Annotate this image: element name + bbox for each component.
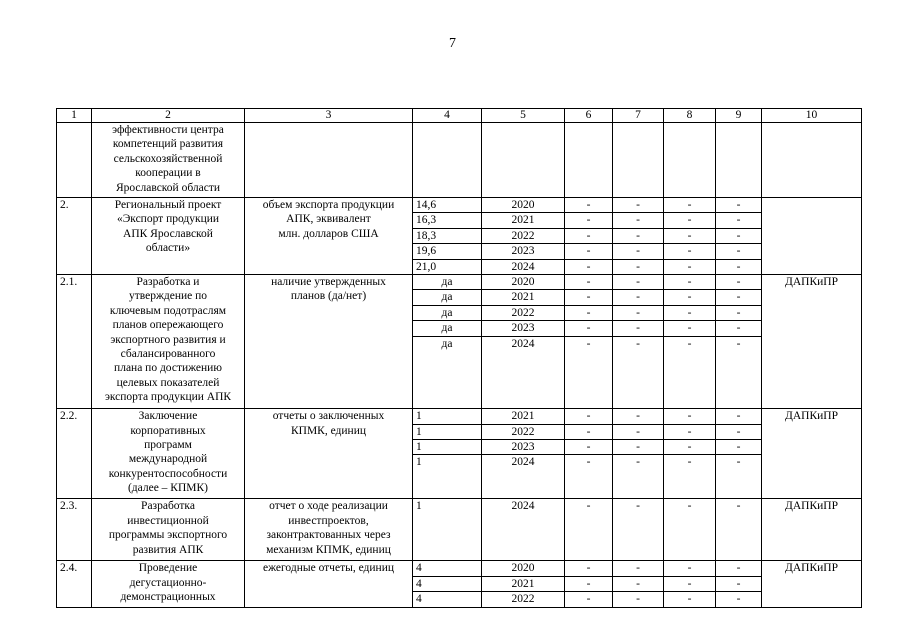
value-cell: да [413,275,482,290]
dash-cell: - [613,228,664,243]
table-row [57,123,862,198]
value-cell: 18,3 [413,228,482,243]
executor-cell: ДАПКиПР [762,409,862,499]
empty-cell [482,123,565,198]
indicator-cell-line: наличие утвержденных [271,276,386,289]
dash-cell: - [613,409,664,424]
event-name-cell [92,561,245,607]
dash-cell: - [664,290,716,305]
dash-cell: - [664,321,716,337]
page-number: 7 [449,36,456,51]
header-cell: 3 [245,109,413,123]
indicator-cell [245,499,413,561]
event-name-cell-line: Разработка и [136,276,200,289]
value-cell: да [413,305,482,320]
event-name-cell-line: эффективности центра [112,124,224,136]
year-cell: 2022 [482,228,565,243]
dash-cell: - [716,561,762,576]
dash-cell: - [716,228,762,243]
value-cell: 21,0 [413,259,482,274]
indicator-cell-line: млн. долларов США [278,227,379,240]
dash-cell: - [716,198,762,213]
event-name-cell-line: развития АПК [132,543,204,556]
event-name-cell-line: плана по достижению [114,362,222,375]
dash-cell: - [613,275,664,290]
dash-cell: - [716,305,762,320]
value-cell: да [413,337,482,409]
dash-cell: - [565,213,613,228]
dash-cell: - [664,576,716,591]
dash-cell: - [664,244,716,259]
event-name-cell-line: целевых показателей [116,376,220,389]
table-row [57,561,862,576]
header-cell: 7 [613,109,664,123]
value-cell: да [413,321,482,337]
dash-cell: - [716,244,762,259]
value-cell: 4 [413,561,482,576]
event-name-cell-line: демонстрационных [120,591,216,604]
event-name-cell [92,198,245,275]
dash-cell: - [613,213,664,228]
year-cell: 2021 [482,409,565,424]
dash-cell: - [664,305,716,320]
executor-cell: ДАПКиПР [762,499,862,561]
dash-cell: - [664,275,716,290]
dash-cell: - [565,409,613,424]
dash-cell: - [565,275,613,290]
header-cell: 10 [762,109,862,123]
dash-cell: - [664,561,716,576]
dash-cell: - [716,321,762,337]
table-row [57,275,862,290]
event-name-cell-line: сбалансированного [120,348,216,361]
event-name-cell [92,499,245,561]
dash-cell: - [716,592,762,607]
dash-cell: - [716,290,762,305]
dash-cell: - [664,228,716,243]
year-cell: 2022 [482,424,565,439]
indicator-cell-line: отчеты о заключенных [272,410,385,423]
empty-cell [613,123,664,198]
header-cell: 1 [57,109,92,123]
dash-cell: - [565,259,613,274]
dash-cell: - [613,592,664,607]
dash-cell: - [613,321,664,337]
year-cell: 2024 [482,259,565,274]
dash-cell: - [565,576,613,591]
year-cell: 2024 [482,337,565,409]
dash-cell: - [716,337,762,409]
year-cell: 2021 [482,576,565,591]
dash-cell: - [716,275,762,290]
event-name-cell-line: сельскохозяйственной [113,152,223,165]
dash-cell: - [664,337,716,409]
value-cell: 1 [413,455,482,499]
dash-cell: - [664,409,716,424]
event-name-cell-line: Проведение [138,562,198,575]
event-name-cell-line: конкурентоспособности [108,467,228,480]
indicator-cell-line: законтрактованных через [266,529,391,542]
header-cell: 2 [92,109,245,123]
header-row [57,109,862,123]
dash-cell: - [613,198,664,213]
year-cell: 2021 [482,213,565,228]
indicator-cell-line: механизм КПМК, единиц [266,543,391,556]
row-number-cell: 2.3. [57,499,92,561]
table-row [57,409,862,424]
dash-cell: - [664,198,716,213]
dash-cell: - [613,259,664,274]
year-cell: 2024 [482,499,565,561]
event-name-cell [92,123,245,198]
value-cell: 1 [413,409,482,424]
dash-cell: - [664,440,716,455]
header-cell: 5 [482,109,565,123]
event-name-cell-line: ключевым подотраслям [109,304,227,317]
year-cell: 2023 [482,244,565,259]
year-cell: 2023 [482,440,565,455]
event-name-cell-line: экспорта продукции АПК [104,391,232,404]
row-number-cell: 2.4. [57,561,92,607]
dash-cell: - [664,592,716,607]
dash-cell: - [716,424,762,439]
event-name-cell-line: (далее – КПМК) [127,482,209,495]
empty-cell [664,123,716,198]
dash-cell: - [716,409,762,424]
dash-cell: - [565,228,613,243]
dash-cell: - [664,213,716,228]
event-name-cell-line: Разработка [141,500,195,513]
event-name-cell-line: корпоративных [130,424,206,437]
program-table [56,108,862,608]
event-name-cell [92,275,245,409]
indicator-cell-line: объем экспорта продукции [262,199,395,211]
event-name-cell-line: программы экспортного [108,529,228,542]
event-name-cell-line: инвестиционной [127,514,209,527]
dash-cell: - [565,290,613,305]
value-cell: 4 [413,576,482,591]
dash-cell: - [565,321,613,337]
dash-cell: - [716,499,762,561]
dash-cell: - [565,499,613,561]
value-cell: 1 [413,440,482,455]
header-cell: 4 [413,109,482,123]
indicator-cell-line: АПК, эквивалент [286,213,371,226]
dash-cell: - [613,424,664,439]
year-cell: 2023 [482,321,565,337]
dash-cell: - [716,576,762,591]
row-number-cell: 2.1. [57,275,92,409]
event-name-cell-line: утверждение по [128,290,208,303]
event-name-cell-line: Заключение [138,410,198,423]
dash-cell: - [565,198,613,213]
executor-cell [762,198,862,275]
year-cell: 2022 [482,592,565,607]
executor-cell: ДАПКиПР [762,561,862,607]
empty-cell [413,123,482,198]
indicator-cell-line: ежегодные отчеты, единиц [263,562,394,575]
indicator-cell [245,561,413,607]
year-cell: 2021 [482,290,565,305]
year-cell: 2020 [482,561,565,576]
empty-cell [716,123,762,198]
empty-cell [565,123,613,198]
dash-cell: - [613,561,664,576]
empty-cell [245,123,413,198]
value-cell: 4 [413,592,482,607]
empty-cell [762,123,862,198]
event-name-cell-line: Ярославской области [115,181,221,194]
dash-cell: - [565,592,613,607]
indicator-cell-line: КПМК, единиц [290,424,367,437]
table-row [57,499,862,561]
dash-cell: - [565,305,613,320]
dash-cell: - [565,337,613,409]
event-name-cell-line: Региональный проект [114,199,222,211]
header-cell: 9 [716,109,762,123]
dash-cell: - [613,455,664,499]
dash-cell: - [664,424,716,439]
value-cell: 16,3 [413,213,482,228]
dash-cell: - [613,305,664,320]
header-cell: 6 [565,109,613,123]
dash-cell: - [716,440,762,455]
event-name-cell-line: дегустационно- [129,576,207,589]
event-name-cell-line: международной [128,453,208,466]
dash-cell: - [716,259,762,274]
dash-cell: - [565,440,613,455]
row-number-cell: 2. [57,198,92,275]
dash-cell: - [565,455,613,499]
year-cell: 2022 [482,305,565,320]
dash-cell: - [565,424,613,439]
indicator-cell [245,409,413,499]
indicator-cell-line: отчет о ходе реализации [269,500,388,513]
event-name-cell [92,409,245,499]
event-name-cell-line: экспортного развития и [110,333,226,346]
dash-cell: - [565,561,613,576]
indicator-cell-line: планов (да/нет) [290,290,367,303]
value-cell: да [413,290,482,305]
value-cell: 14,6 [413,198,482,213]
dash-cell: - [613,244,664,259]
indicator-cell [245,275,413,409]
event-name-cell-line: программ [144,439,192,452]
dash-cell: - [613,576,664,591]
event-name-cell-line: АПК Ярославской [123,227,213,240]
row-number-cell: 2.2. [57,409,92,499]
event-name-cell-line: кооперации в [135,167,201,180]
year-cell: 2020 [482,198,565,213]
table-row [57,198,862,213]
value-cell: 1 [413,499,482,561]
dash-cell: - [613,290,664,305]
dash-cell: - [613,440,664,455]
event-name-cell-line: области» [145,242,191,255]
dash-cell: - [664,499,716,561]
indicator-cell-line: инвестпроектов, [288,514,369,527]
year-cell: 2024 [482,455,565,499]
dash-cell: - [664,259,716,274]
dash-cell: - [565,244,613,259]
dash-cell: - [716,455,762,499]
event-name-cell-line: «Экспорт продукции [116,213,220,226]
value-cell: 1 [413,424,482,439]
indicator-cell [245,198,413,275]
year-cell: 2020 [482,275,565,290]
header-cell: 8 [664,109,716,123]
dash-cell: - [613,499,664,561]
executor-cell: ДАПКиПР [762,275,862,409]
dash-cell: - [664,455,716,499]
event-name-cell-line: компетенций развития [112,138,224,151]
dash-cell: - [716,213,762,228]
row-number-cell [57,123,92,198]
event-name-cell-line: планов опережающего [112,319,224,332]
value-cell: 19,6 [413,244,482,259]
dash-cell: - [613,337,664,409]
